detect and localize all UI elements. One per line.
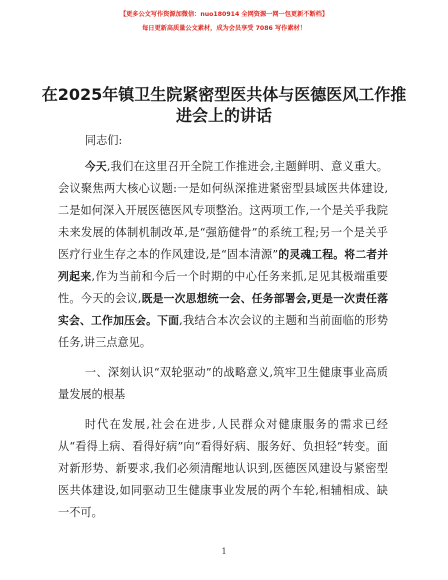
banner-subline: 每日更新高质量公文素材，成为会员享受 7086 写作素材！: [142, 25, 306, 32]
emphasis-text: 下面: [157, 314, 180, 327]
banner-promo-line: 【更多公文写作资源加微信：nuo180914 全网资源一网一包更新不断档】: [119, 11, 329, 18]
document-title: 在2025年镇卫生院紧密型医共体与医德医风工作推进会上的讲话: [41, 85, 407, 125]
paragraph-text: ,我们在这里召开全院工作推进会,主题鲜明、意义重大。会议聚焦两大核心议题:一是如何纵深推进紧密型县域医共体建设,二是如何深入开展医德医风专项整治。这两项工作,一个是关乎我院未来发展的体制机制改革,是“强筋健骨”的系统工程;另一个是关乎医疗行业生存之本的作风建设,是“固本清源”: [58, 160, 388, 261]
document-body: [58, 130, 388, 524]
paragraph-text: ,我结合本次会议的主题和当前面临的形势任务,讲三点意见。: [58, 314, 389, 349]
salutation: 同志们:: [84, 134, 123, 147]
page-number: 1: [221, 547, 227, 556]
opening-paragraph: [58, 156, 388, 354]
body-paragraph: 时代在发展,社会在进步,人民群众对健康服务的需求已经从“看得上病、看得好病”向“看得好病、服务好、负担轻”转变。面对新形势、新要求,我们必须清醒地认识到,医德医风建设与紧密型医共体建设,如同驱动卫生健康事业发展的两个车轮,相辅相成、缺一不可。: [58, 418, 388, 519]
paragraph-lead: 今天: [84, 160, 107, 173]
section-heading: 一、深刻认识“双轮驱动”的战略意义,筑牢卫生健康事业高质量发展的根基: [58, 366, 388, 401]
paragraph-text: ,作为当前和今后一个时期的中心任务来抓,足见其极端重要性。今天的会议,: [58, 270, 388, 305]
emphasis-text: 既是一次思: [141, 292, 197, 305]
emphasis-text: 的灵魂工程。将二者并列起来: [58, 248, 389, 283]
header-banner: [0, 8, 448, 35]
emphasis-text: 想统一会、任务部署会,更是一次责任落实会、工作加压会。: [58, 292, 388, 327]
